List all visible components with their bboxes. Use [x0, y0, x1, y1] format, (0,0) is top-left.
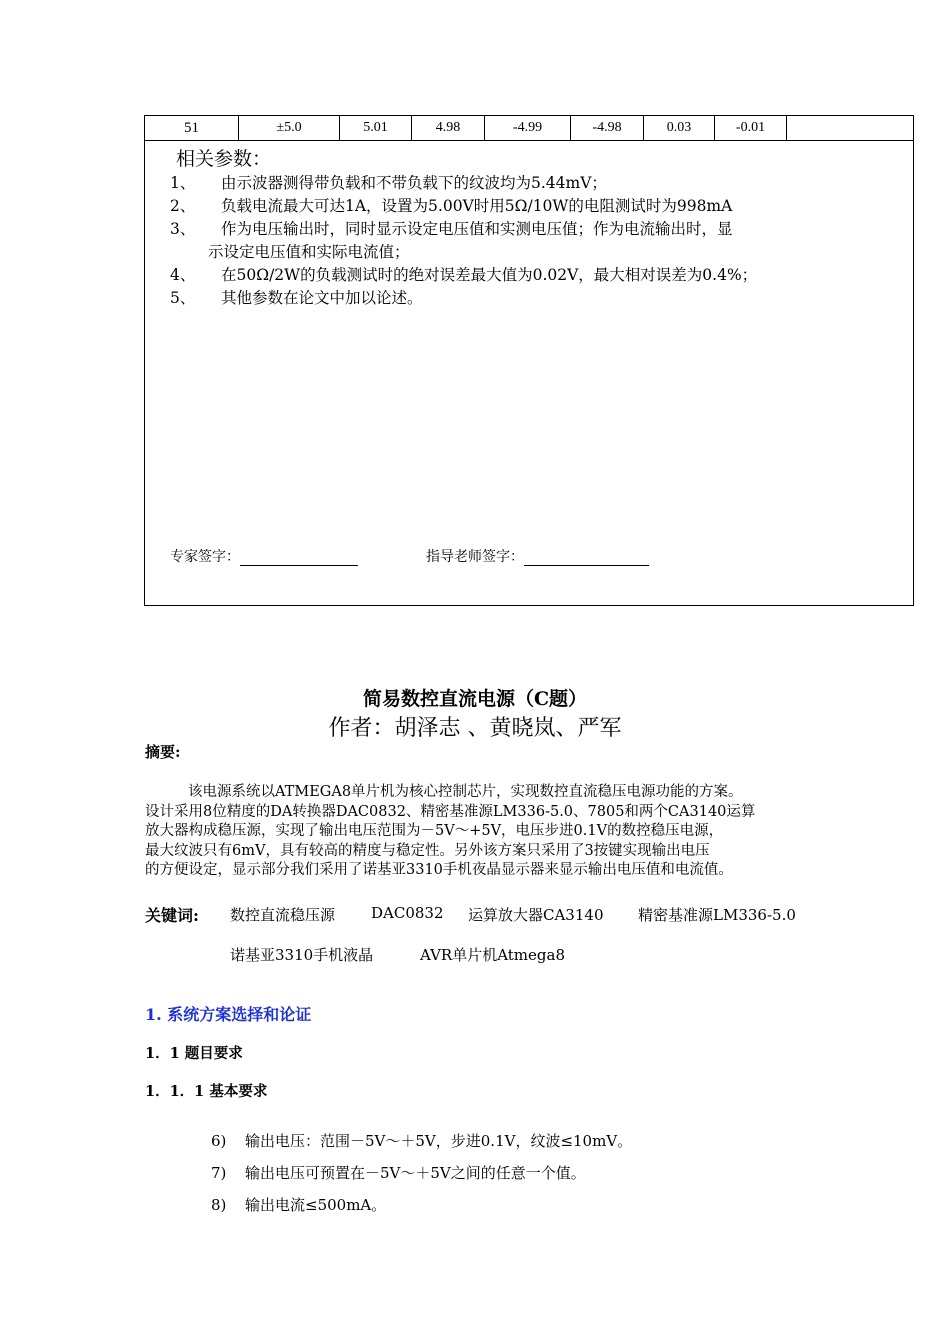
expert-signature-label: 专家签字： — [170, 549, 240, 565]
table-cell: -4.99 — [485, 116, 571, 140]
table-cell: 4.98 — [412, 116, 485, 140]
param-item — [170, 286, 423, 308]
abstract-line: 该电源系统以ATMEGA8单片机为核心控制芯片，实现数控直流稳压电源功能的方案。 — [188, 784, 743, 800]
param-item — [170, 194, 732, 216]
param-num: 5、 — [170, 289, 196, 307]
keyword: AVR单片机Atmega8 — [420, 946, 565, 964]
keyword: 精密基准源LM336-5.0 — [638, 906, 796, 924]
abstract-line: 的方便设定，显示部分我们采用了诺基亚3310手机夜晶显示器来显示输出电压值和电流值。 — [145, 862, 733, 878]
keyword: 诺基亚3310手机液晶 — [230, 946, 374, 964]
keyword: 数控直流稳压源 — [230, 906, 336, 924]
requirement-item — [211, 1162, 586, 1183]
teacher-signature — [426, 546, 649, 566]
abstract-line: 最大纹波只有6mV，具有较高的精度与稳定性。另外该方案只采用了3按键实现输出电压 — [145, 842, 710, 859]
param-item — [170, 217, 733, 239]
param-text-continued: 示设定电压值和实际电流值； — [208, 243, 410, 261]
table-cell: ±5.0 — [239, 116, 340, 140]
keyword: DAC0832 — [371, 904, 444, 922]
requirement-num: 7) — [211, 1164, 227, 1182]
paper-title: 简易数控直流电源（C题） — [362, 688, 588, 710]
param-item — [170, 171, 607, 193]
param-text: 负载电流最大可达1A，设置为5.00V时用5Ω/10W的电阻测试时为998mA — [221, 197, 733, 215]
subsubsection-heading: 1．1．1 基本要求 — [145, 1083, 268, 1100]
requirement-item — [211, 1130, 632, 1151]
signature-line — [524, 551, 649, 566]
table-cell — [787, 116, 913, 140]
param-num: 4、 — [170, 266, 196, 284]
section-heading: 1. 系统方案选择和论证 — [145, 1005, 312, 1024]
param-num: 2、 — [170, 197, 196, 215]
table-cell: -0.01 — [715, 116, 787, 140]
param-text: 在50Ω/2W的负载测试时的绝对误差最大值为0.02V，最大相对误差为0.4%； — [221, 266, 758, 284]
param-text: 由示波器测得带负载和不带负载下的纹波均为5.44mV； — [221, 174, 607, 192]
data-table-row — [144, 115, 914, 141]
abstract-line: 设计采用8位精度的DA转换器DAC0832、精密基准源LM336-5.0、7805和两个CA3140运算 — [145, 803, 756, 820]
teacher-signature-label: 指导老师签字： — [426, 549, 524, 565]
requirement-text: 输出电压可预置在－5V～＋5V之间的任意一个值。 — [245, 1164, 586, 1182]
requirement-text: 输出电流≤500mA。 — [245, 1196, 387, 1214]
requirement-text: 输出电压：范围－5V～＋5V，步进0.1V，纹波≤10mV。 — [245, 1132, 633, 1150]
param-num: 1、 — [170, 174, 196, 192]
table-cell: 51 — [145, 116, 239, 140]
subsection-heading: 1．1 题目要求 — [145, 1045, 243, 1062]
param-text: 其他参数在论文中加以论述。 — [221, 289, 423, 307]
abstract-line: 放大器构成稳压源，实现了输出电压范围为－5V～+5V，电压步进0.1V的数控稳压电源， — [145, 823, 724, 839]
abstract-label: 摘要: — [145, 743, 181, 761]
keyword: 运算放大器CA3140 — [468, 906, 604, 924]
param-item — [170, 263, 757, 285]
paper-authors: 作者：胡泽志 、黄晓岚、严军 — [328, 716, 622, 741]
requirement-item — [211, 1194, 386, 1215]
params-title: 相关参数： — [176, 148, 272, 170]
table-cell: 5.01 — [340, 116, 412, 140]
param-num: 3、 — [170, 220, 196, 238]
signature-line — [240, 551, 358, 566]
requirement-num: 8) — [211, 1196, 227, 1214]
expert-signature — [170, 546, 358, 566]
abstract-body — [145, 783, 755, 881]
keywords-label: 关键词: — [145, 906, 199, 925]
param-text: 作为电压输出时，同时显示设定电压值和实测电压值；作为电流输出时，显 — [221, 220, 733, 238]
requirement-num: 6) — [211, 1132, 227, 1150]
table-cell: 0.03 — [644, 116, 715, 140]
table-cell: -4.98 — [571, 116, 644, 140]
